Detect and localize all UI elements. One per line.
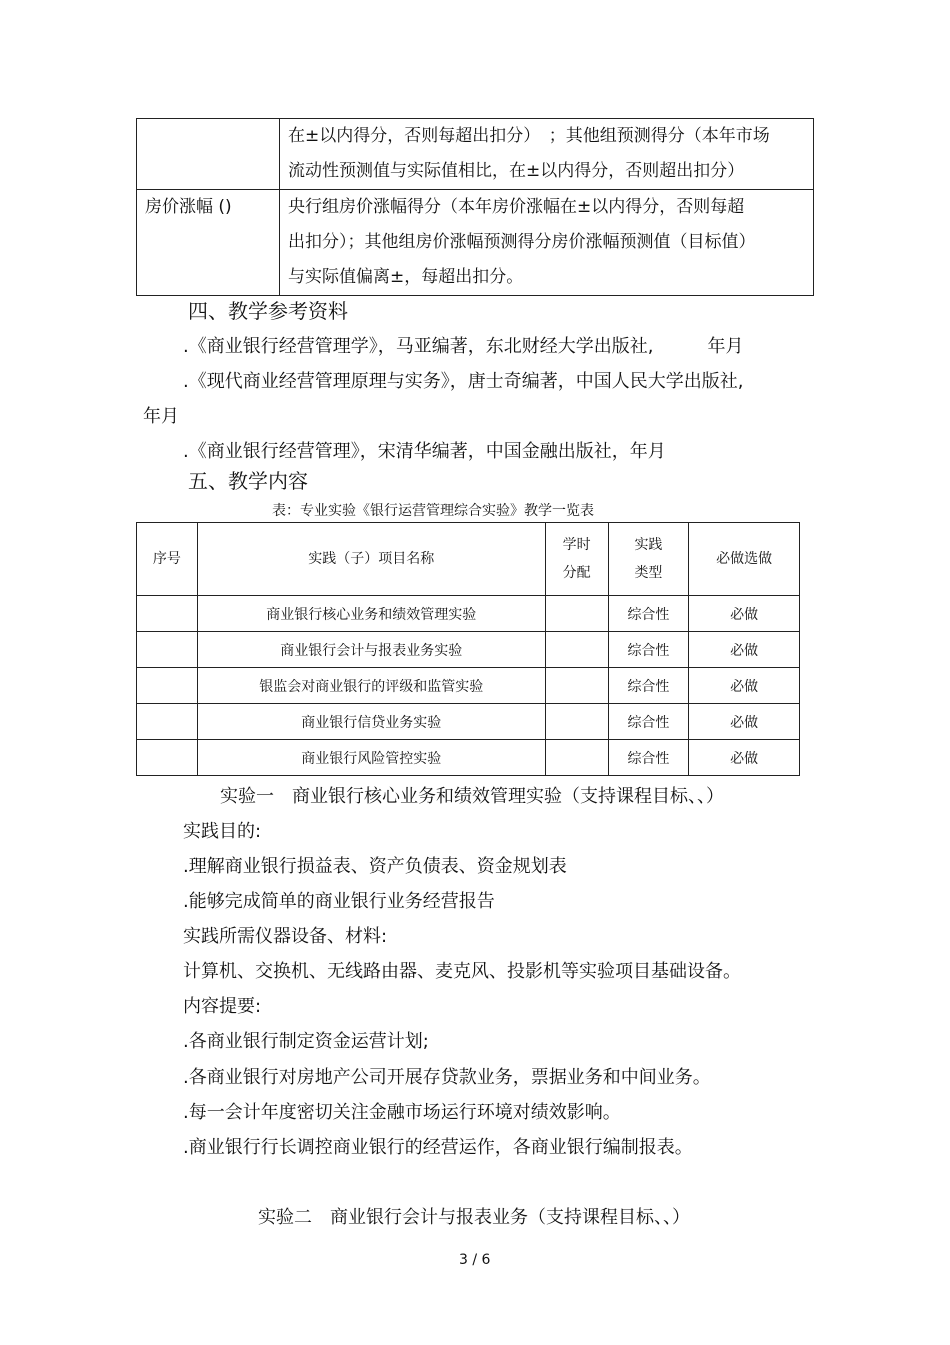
section-heading: 四、教学参考资料 — [188, 299, 348, 323]
body-line: 实践目的: — [183, 821, 262, 842]
table-cell — [545, 668, 608, 704]
text-line: 流动性预测值与实际值相比，在±以内得分，否则超出扣分） — [288, 161, 745, 181]
table-cell: 必做 — [689, 740, 800, 776]
table-cell: 商业银行核心业务和绩效管理实验 — [197, 596, 545, 632]
table-cell: 必做 — [689, 596, 800, 632]
section-heading: 五、教学内容 — [188, 469, 308, 493]
table-cell: 综合性 — [608, 632, 689, 668]
body-line: 内容提要: — [183, 996, 262, 1017]
page-number: 3 / 6 — [459, 1252, 491, 1268]
row-label: 房价涨幅 () — [145, 197, 232, 217]
table-cell — [137, 596, 198, 632]
table-cell — [137, 704, 198, 740]
reference-item: .《商业银行经营管理》，宋清华编著，中国金融出版社，年月 — [183, 441, 666, 462]
table-cell-label — [137, 119, 280, 190]
table-cell-text — [280, 119, 814, 190]
body-line: .理解商业银行损益表、资产负债表、资金规划表 — [183, 856, 567, 877]
table-cell — [545, 632, 608, 668]
table-row — [137, 190, 814, 296]
body-line: .每一会计年度密切关注金融市场运行环境对绩效影响。 — [183, 1102, 621, 1123]
text-line: 出扣分）；其他组房价涨幅预测得分房价涨幅预测值（目标值） — [288, 232, 756, 252]
table-cell: 必做 — [689, 704, 800, 740]
table-cell — [137, 632, 198, 668]
table-cell: 综合性 — [608, 596, 689, 632]
table-cell: 银监会对商业银行的评级和监管实验 — [197, 668, 545, 704]
column-header: 实践（子）项目名称 — [197, 523, 545, 596]
text-line: 与实际值偏离±，每超出扣分。 — [288, 267, 524, 287]
reference-item: .《现代商业经营管理原理与实务》，唐士奇编著，中国人民大学出版社, — [183, 371, 744, 392]
scoring-table — [136, 118, 814, 296]
experiment-title: 实验二 商业银行会计与报表业务（支持课程目标、、） — [258, 1207, 690, 1228]
table-cell: 商业银行风险管控实验 — [197, 740, 545, 776]
table-cell — [137, 740, 198, 776]
body-line: .商业银行行长调控商业银行的经营运作，各商业银行编制报表。 — [183, 1137, 693, 1158]
table-cell: 必做 — [689, 632, 800, 668]
table-row — [137, 119, 814, 190]
text-line: 央行组房价涨幅得分（本年房价涨幅在±以内得分，否则每超 — [288, 197, 745, 217]
column-header: 学时 分配 — [545, 523, 608, 596]
table-cell-label — [137, 190, 280, 296]
table-cell: 综合性 — [608, 740, 689, 776]
column-header: 必做选做 — [689, 523, 800, 596]
table-row — [137, 740, 800, 776]
table-cell — [137, 668, 198, 704]
body-line: .各商业银行制定资金运营计划; — [183, 1031, 429, 1052]
table-cell — [545, 704, 608, 740]
table-row — [137, 704, 800, 740]
table-cell-text — [280, 190, 814, 296]
table-cell: 综合性 — [608, 704, 689, 740]
body-line: 实践所需仪器设备、材料: — [183, 926, 388, 947]
table-row — [137, 596, 800, 632]
text-line: 在±以内得分，否则每超出扣分） ；其他组预测得分（本年市场 — [288, 126, 770, 146]
body-line: 计算机、交换机、无线路由器、麦克风、投影机等实验项目基础设备。 — [183, 961, 741, 982]
table-cell: 商业银行信贷业务实验 — [197, 704, 545, 740]
table-cell: 综合性 — [608, 668, 689, 704]
table-cell — [545, 596, 608, 632]
body-line: .各商业银行对房地产公司开展存贷款业务，票据业务和中间业务。 — [183, 1067, 711, 1088]
table-cell: 商业银行会计与报表业务实验 — [197, 632, 545, 668]
table-row — [137, 632, 800, 668]
table-row — [137, 668, 800, 704]
table-cell: 必做 — [689, 668, 800, 704]
column-header: 序号 — [137, 523, 198, 596]
table-header-row — [137, 523, 800, 596]
table-cell — [545, 740, 608, 776]
table-caption: 表：专业实验《银行运营管理综合实验》教学一览表 — [272, 503, 594, 519]
reference-item: .《商业银行经营管理学》，马亚编著，东北财经大学出版社, 年月 — [183, 336, 744, 357]
experiment-title: 实验一 商业银行核心业务和绩效管理实验（支持课程目标、、） — [220, 786, 724, 807]
reference-item-continued: 年月 — [143, 406, 179, 427]
column-header: 实践 类型 — [608, 523, 689, 596]
body-line: .能够完成简单的商业银行业务经营报告 — [183, 891, 495, 912]
experiment-table — [136, 522, 800, 776]
